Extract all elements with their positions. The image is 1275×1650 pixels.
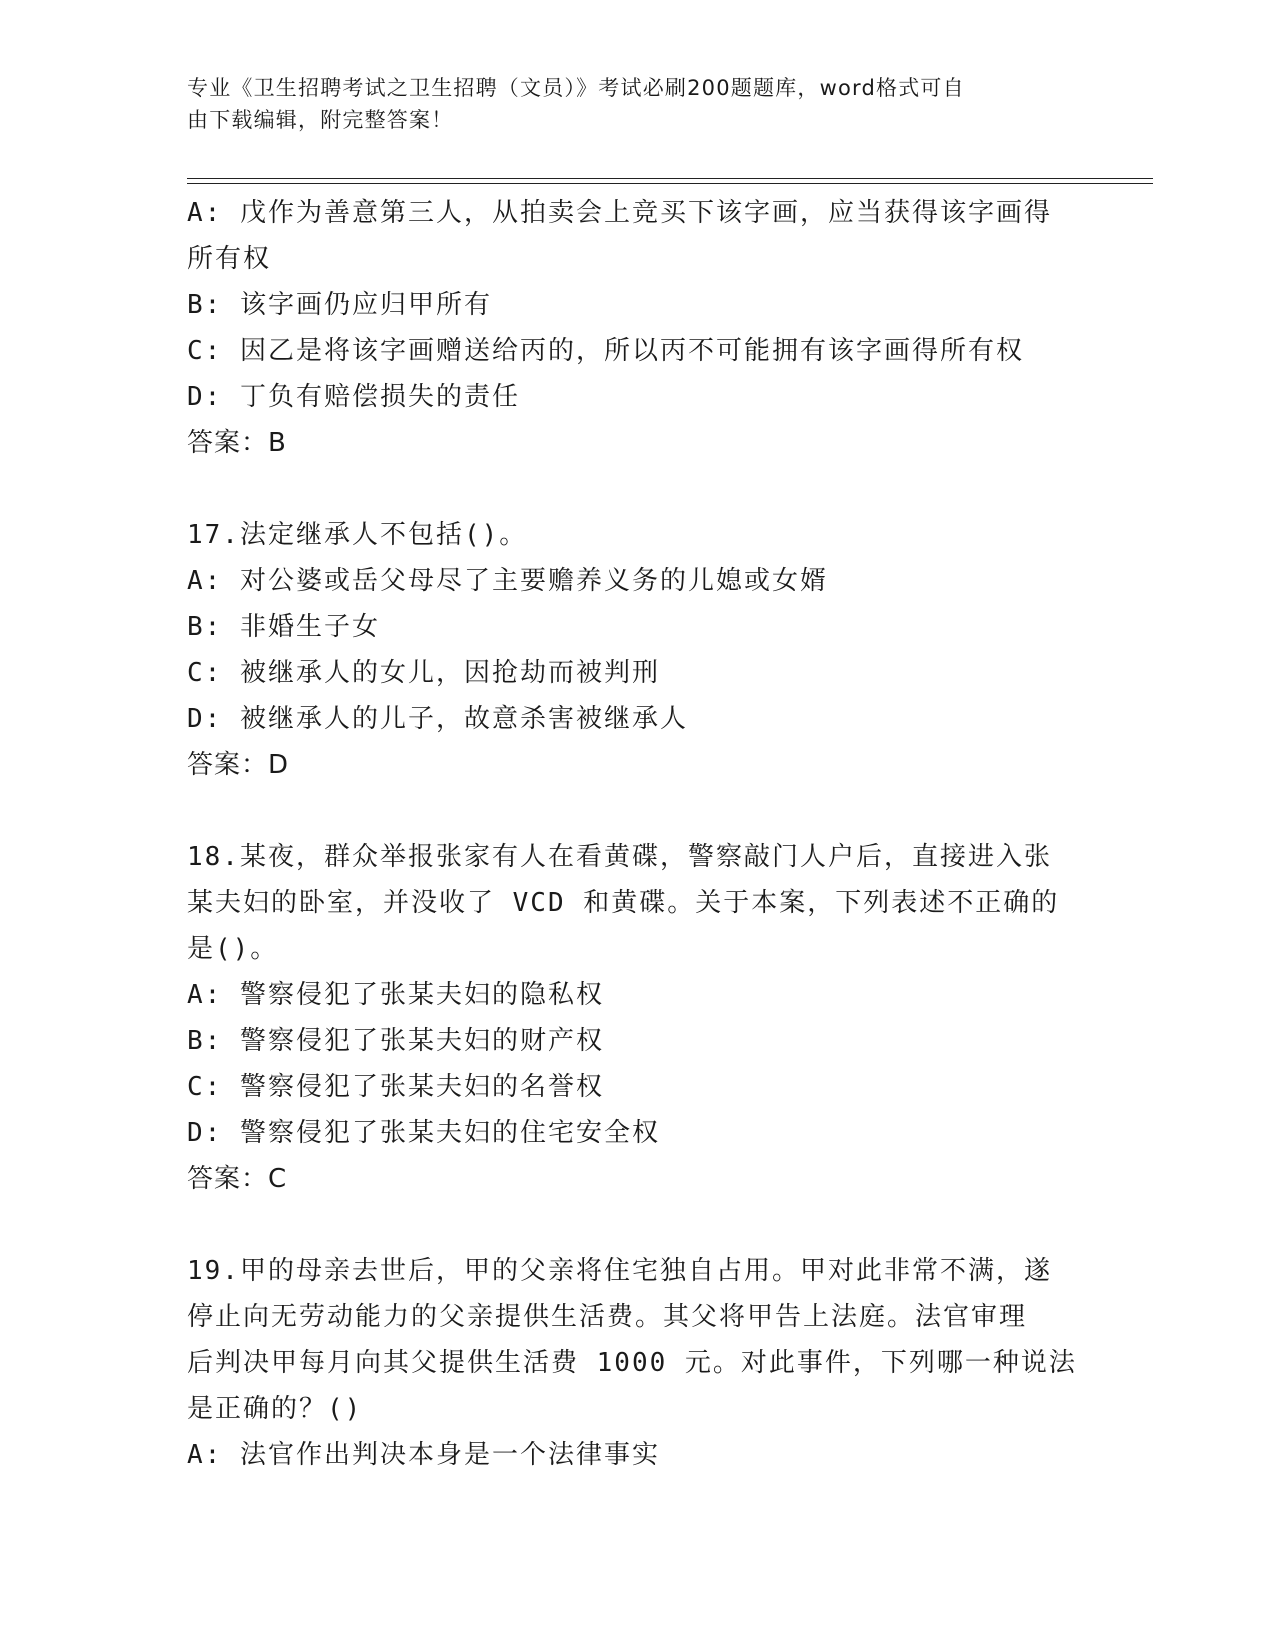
question-18 bbox=[187, 834, 1087, 1202]
question-stem: 17.法定继承人不包括()。 bbox=[187, 520, 528, 550]
answer: 答案：D bbox=[187, 750, 290, 780]
option-b: B: 非婚生子女 bbox=[187, 612, 380, 642]
option-d: D: 警察侵犯了张某夫妇的住宅安全权 bbox=[187, 1118, 660, 1148]
header-line-2: 由下载编辑，附完整答案！ bbox=[187, 108, 454, 132]
document-header bbox=[187, 72, 1067, 136]
option-c: C: 因乙是将该字画赠送给丙的，所以丙不可能拥有该字画得所有权 bbox=[187, 336, 1024, 366]
option-a: A: 法官作出判决本身是一个法律事实 bbox=[187, 1440, 660, 1470]
question-stem-line-4: 是正确的？() bbox=[187, 1394, 363, 1424]
header-rule-bottom bbox=[187, 183, 1153, 184]
question-stem-line-3: 后判决甲每月向其父提供生活费 1000 元。对此事件，下列哪一种说法 bbox=[187, 1348, 1077, 1378]
option-a-line-1: A: 戊作为善意第三人，从拍卖会上竞买下该字画，应当获得该字画得 bbox=[187, 198, 1052, 228]
option-c: C: 警察侵犯了张某夫妇的名誉权 bbox=[187, 1072, 604, 1102]
header-line-1: 专业《卫生招聘考试之卫生招聘（文员）》考试必刷200题题库，word格式可自 bbox=[187, 76, 965, 100]
question-stem-line-3: 是()。 bbox=[187, 934, 279, 964]
question-stem-line-2: 某夫妇的卧室，并没收了 VCD 和黄碟。关于本案，下列表述不正确的 bbox=[187, 888, 1060, 918]
option-c: C: 被继承人的女儿，因抢劫而被判刑 bbox=[187, 658, 660, 688]
document-body bbox=[187, 190, 1087, 1478]
header-rule-top bbox=[187, 178, 1153, 179]
question-19 bbox=[187, 1248, 1087, 1478]
question-stem-line-1: 18.某夜，群众举报张家有人在看黄碟，警察敲门人户后，直接进入张 bbox=[187, 842, 1052, 872]
option-b: B: 该字画仍应归甲所有 bbox=[187, 290, 492, 320]
option-d: D: 丁负有赔偿损失的责任 bbox=[187, 382, 520, 412]
spacer bbox=[187, 788, 1087, 834]
option-b: B: 警察侵犯了张某夫妇的财产权 bbox=[187, 1026, 604, 1056]
answer: 答案：B bbox=[187, 428, 287, 458]
question-17 bbox=[187, 512, 1087, 788]
option-a: A: 警察侵犯了张某夫妇的隐私权 bbox=[187, 980, 604, 1010]
answer: 答案：C bbox=[187, 1164, 288, 1194]
option-a: A: 对公婆或岳父母尽了主要赡养义务的儿媳或女婿 bbox=[187, 566, 828, 596]
question-16 bbox=[187, 190, 1087, 466]
spacer bbox=[187, 466, 1087, 512]
spacer bbox=[187, 1202, 1087, 1248]
option-a-line-2: 所有权 bbox=[187, 244, 272, 274]
option-d: D: 被继承人的儿子，故意杀害被继承人 bbox=[187, 704, 688, 734]
question-stem-line-1: 19.甲的母亲去世后，甲的父亲将住宅独自占用。甲对此非常不满，遂 bbox=[187, 1256, 1052, 1286]
question-stem-line-2: 停止向无劳动能力的父亲提供生活费。其父将甲告上法庭。法官审理 bbox=[187, 1302, 1028, 1332]
